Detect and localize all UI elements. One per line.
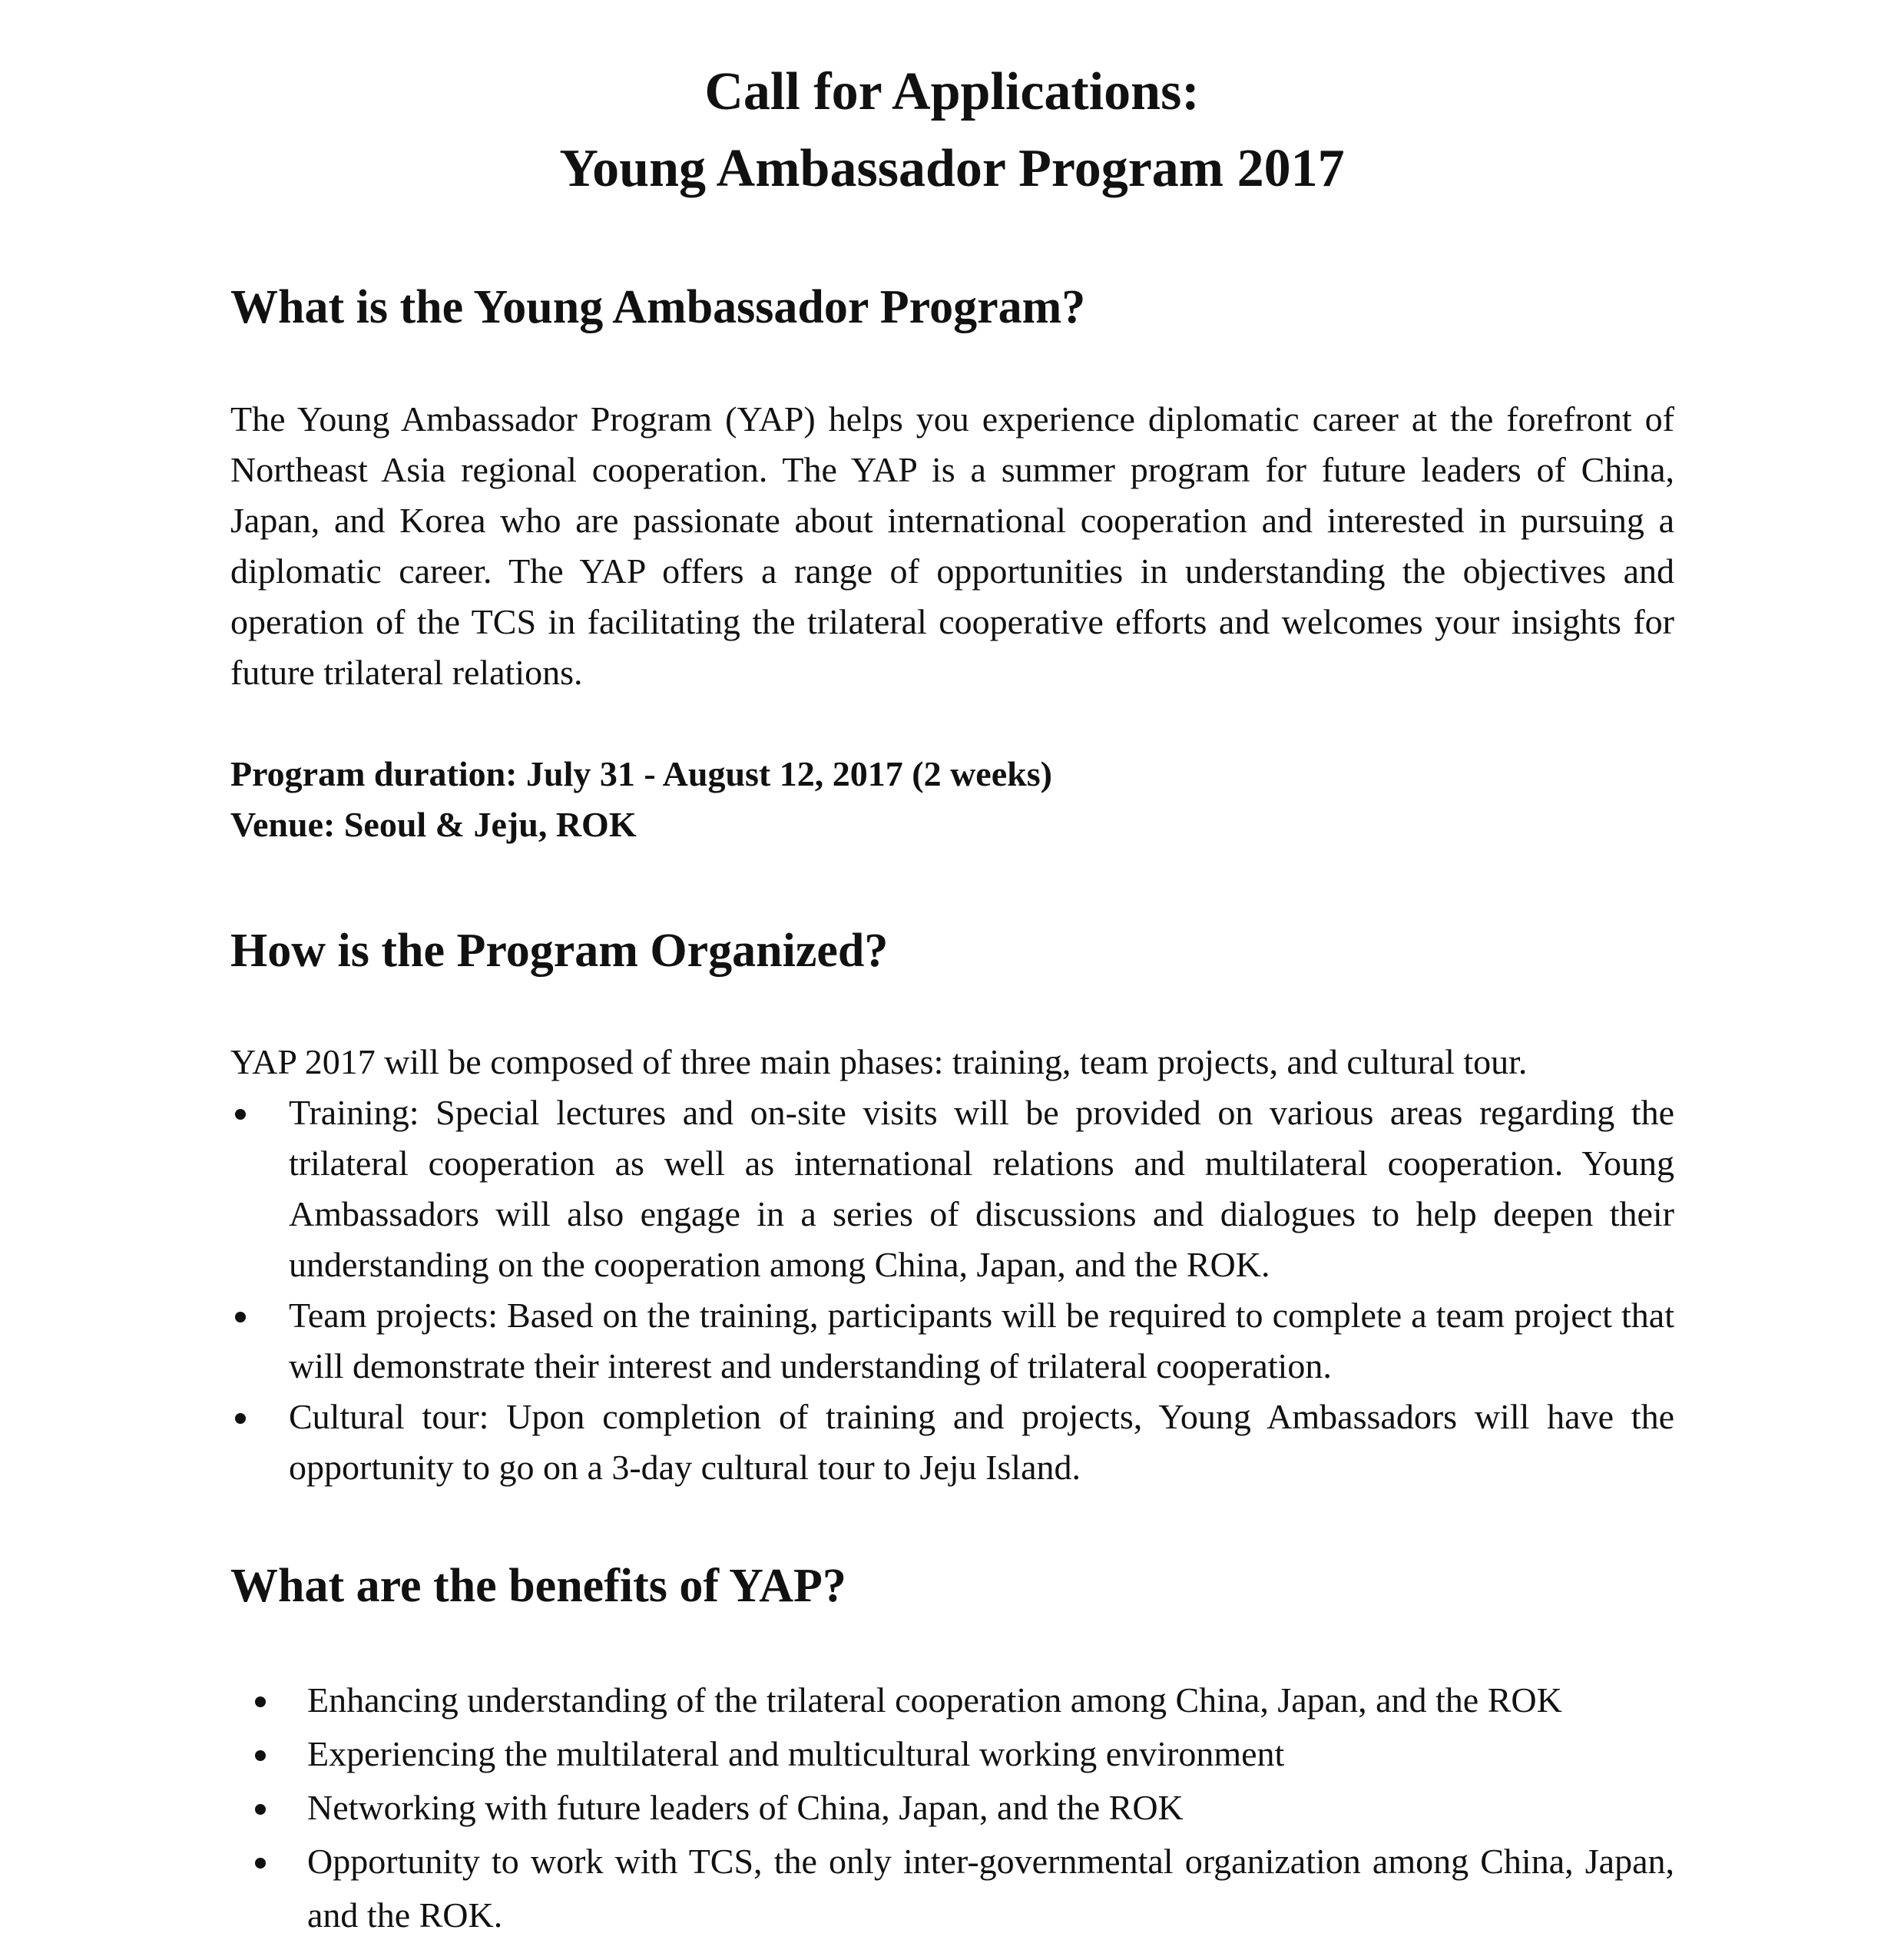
- list-item: [230, 1392, 1674, 1493]
- benefit-text: Enhancing understanding of the trilateral cooperation among China, Japan, and the ROK: [307, 1680, 1562, 1720]
- bullet-icon: [255, 1750, 266, 1761]
- section-heading-what: What is the Young Ambassador Program?: [230, 281, 1086, 333]
- benefit-list: [250, 1673, 1674, 1942]
- section-what-body: [230, 394, 1674, 698]
- phase-text-training: Training: Special lectures and on-site visits will be provided on various areas regarding the trilateral cooperation as well as international relations and multilateral cooperation. Young Ambassadors will also engage in a series of discussions and dialogues to help deepen their understanding on the cooperation among China, Japan, and the ROK.: [289, 1093, 1674, 1284]
- program-details: [230, 749, 1674, 850]
- section-heading-how: How is the Program Organized?: [230, 925, 889, 977]
- list-item: [230, 1290, 1674, 1392]
- list-item: [250, 1673, 1674, 1727]
- section-what-paragraph: The Young Ambassador Program (YAP) helps you experience diplomatic career at the forefront of Northeast Asia regional cooperation. The YAP is a summer program for future leaders of China, Japan, and Korea who are passionate about international cooperation and interested in pursuing a diplomatic career. The YAP offers a range of opportunities in understanding the objectives and operation of the TCS in facilitating the trilateral cooperative efforts and welcomes your insights for future trilateral relations.: [230, 399, 1674, 692]
- section-benefits-body: [230, 1673, 1674, 1942]
- bullet-icon: [235, 1413, 246, 1424]
- list-item: [250, 1781, 1674, 1835]
- title-line-2: Young Ambassador Program 2017: [559, 139, 1345, 198]
- benefit-text: Opportunity to work with TCS, the only inter-governmental organization among China, Japan, and the ROK.: [307, 1842, 1674, 1935]
- bullet-icon: [255, 1804, 266, 1815]
- bullet-icon: [235, 1312, 246, 1322]
- phase-list: [230, 1087, 1674, 1493]
- phase-text-team-projects: Team projects: Based on the training, participants will be required to complete a team project that will demonstrate their interest and understanding of trilateral cooperation.: [289, 1296, 1674, 1385]
- list-item: [230, 1087, 1674, 1290]
- benefit-text: Experiencing the multilateral and multicultural working environment: [307, 1734, 1285, 1773]
- bullet-icon: [255, 1696, 266, 1707]
- bullet-icon: [235, 1109, 246, 1120]
- program-duration: Program duration: July 31 - August 12, 2017 (2 weeks): [230, 754, 1052, 793]
- list-item: [250, 1835, 1674, 1942]
- section-how: [230, 920, 1674, 981]
- phase-text-cultural-tour: Cultural tour: Upon completion of training and projects, Young Ambassadors will have the opportunity to go on a 3-day cultural tour to Jeju Island.: [289, 1397, 1674, 1487]
- bullet-icon: [255, 1858, 266, 1869]
- program-venue: Venue: Seoul & Jeju, ROK: [230, 805, 637, 844]
- section-what: [230, 276, 1674, 338]
- section-how-intro: YAP 2017 will be composed of three main phases: training, team projects, and cultural tour.: [230, 1042, 1528, 1081]
- title-line-1: Call for Applications:: [704, 62, 1200, 121]
- section-how-body: [230, 1037, 1674, 1493]
- benefit-text: Networking with future leaders of China, Japan, and the ROK: [307, 1788, 1184, 1827]
- document-title: [0, 54, 1904, 207]
- list-item: [250, 1727, 1674, 1781]
- section-heading-benefits: What are the benefits of YAP?: [230, 1560, 846, 1612]
- section-benefits: [230, 1555, 1674, 1617]
